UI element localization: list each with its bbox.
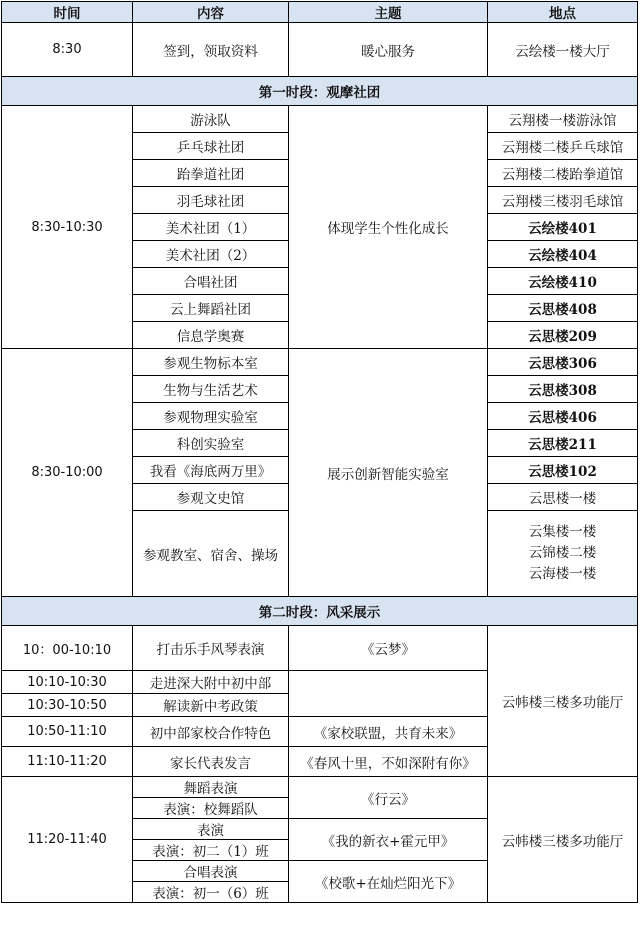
block-b-content: 参观文史馆 xyxy=(133,484,289,511)
s2-time: 10:30-10:50 xyxy=(2,694,133,717)
s2-content: 初中部家校合作特色 xyxy=(133,717,289,747)
block-b-content: 参观生物标本室 xyxy=(133,349,289,376)
block-a-location: 云翔楼一楼游泳馆 xyxy=(488,106,638,133)
block-b-time: 8:30-10:00 xyxy=(2,349,133,597)
block-b-location: 云思楼一楼 xyxy=(488,484,638,511)
s2-theme: 《家校联盟，共育未来》 xyxy=(289,717,488,747)
block-b-theme: 展示创新智能实验室 xyxy=(289,349,488,597)
block-a-location: 云思楼209 xyxy=(488,322,638,349)
s2-theme: 《云梦》 xyxy=(289,626,488,671)
s2-final-performer: 表演：校舞蹈队 xyxy=(133,798,289,819)
section-2-title: 第二时段：风采展示 xyxy=(2,597,638,626)
s2-theme xyxy=(289,671,488,717)
block-a-location: 云绘楼410 xyxy=(488,268,638,295)
s2-time: 10:10-10:30 xyxy=(2,671,133,694)
block-b-content: 科创实验室 xyxy=(133,430,289,457)
schedule-table xyxy=(1,1,638,903)
welcome-theme: 暖心服务 xyxy=(289,23,488,77)
s2-content: 走进深大附中初中部 xyxy=(133,671,289,694)
block-b-location: 云思楼306 xyxy=(488,349,638,376)
header-time: 时间 xyxy=(2,2,133,23)
location-line: 云海楼一楼 xyxy=(528,566,597,582)
s2-location-a: 云帏楼三楼多功能厅 xyxy=(488,626,638,777)
block-a-content: 乒乓球社团 xyxy=(133,133,289,160)
block-b-content: 生物与生活艺术 xyxy=(133,376,289,403)
location-line: 云集楼一楼 xyxy=(528,524,597,540)
header-theme: 主题 xyxy=(289,2,488,23)
welcome-content: 签到，领取资料 xyxy=(133,23,289,77)
table-row xyxy=(2,349,638,376)
block-a-theme: 体现学生个性化成长 xyxy=(289,106,488,349)
s2-final-theme: 《校歌+在灿烂阳光下》 xyxy=(289,861,488,903)
block-a-location: 云翔楼二楼乒乓球馆 xyxy=(488,133,638,160)
block-a-location: 云思楼408 xyxy=(488,295,638,322)
block-a-content: 羽毛球社团 xyxy=(133,187,289,214)
header-row xyxy=(2,2,638,23)
s2-final-performer: 表演：初一（6）班 xyxy=(133,882,289,903)
section-2-header xyxy=(2,597,638,626)
s2-time: 11:10-11:20 xyxy=(2,747,133,777)
welcome-location: 云绘楼一楼大厅 xyxy=(488,23,638,77)
s2-final-content: 合唱表演 xyxy=(133,861,289,882)
block-a-location: 云翔楼三楼羽毛球馆 xyxy=(488,187,638,214)
s2-theme: 《春风十里，不如深附有你》 xyxy=(289,747,488,777)
block-a-content: 美术社团（1） xyxy=(133,214,289,241)
block-a-location: 云绘楼404 xyxy=(488,241,638,268)
block-b-location: 云思楼211 xyxy=(488,430,638,457)
s2-time: 10：00-10:10 xyxy=(2,626,133,671)
block-a-location: 云翔楼二楼跆拳道馆 xyxy=(488,160,638,187)
s2-final-content: 表演 xyxy=(133,819,289,840)
block-a-content: 游泳队 xyxy=(133,106,289,133)
table-row xyxy=(2,106,638,133)
block-a-content: 信息学奥赛 xyxy=(133,322,289,349)
s2-final-theme: 《我的新衣+霍元甲》 xyxy=(289,819,488,861)
s2-location-b: 云帏楼三楼多功能厅 xyxy=(488,777,638,903)
block-b-location: 云思楼308 xyxy=(488,376,638,403)
block-b-content: 参观物理实验室 xyxy=(133,403,289,430)
block-a-content: 合唱社团 xyxy=(133,268,289,295)
welcome-row xyxy=(2,23,638,77)
location-line: 云锦楼二楼 xyxy=(528,545,597,561)
block-b-location: 云思楼102 xyxy=(488,457,638,484)
s2-time: 10:50-11:10 xyxy=(2,717,133,747)
block-b-location-list xyxy=(488,511,638,597)
block-b-content: 我看《海底两万里》 xyxy=(133,457,289,484)
block-b-location: 云思楼406 xyxy=(488,403,638,430)
header-location: 地点 xyxy=(488,2,638,23)
s2-content: 打击乐手风琴表演 xyxy=(133,626,289,671)
s2-final-performer: 表演：初二（1）班 xyxy=(133,840,289,861)
welcome-time: 8:30 xyxy=(2,23,133,77)
s2-final-theme: 《行云》 xyxy=(289,777,488,819)
s2-content: 家长代表发言 xyxy=(133,747,289,777)
block-a-content: 美术社团（2） xyxy=(133,241,289,268)
block-a-location: 云绘楼401 xyxy=(488,214,638,241)
header-content: 内容 xyxy=(133,2,289,23)
block-a-content: 跆拳道社团 xyxy=(133,160,289,187)
block-a-time: 8:30-10:30 xyxy=(2,106,133,349)
section-1-header xyxy=(2,77,638,106)
block-a-content: 云上舞蹈社团 xyxy=(133,295,289,322)
s2-final-content: 舞蹈表演 xyxy=(133,777,289,798)
table-row xyxy=(2,777,638,798)
block-b-content: 参观教室、宿舍、操场 xyxy=(133,511,289,597)
s2-final-time: 11:20-11:40 xyxy=(2,777,133,903)
table-row xyxy=(2,626,638,671)
s2-content: 解读新中考政策 xyxy=(133,694,289,717)
section-1-title: 第一时段：观摩社团 xyxy=(2,77,638,106)
